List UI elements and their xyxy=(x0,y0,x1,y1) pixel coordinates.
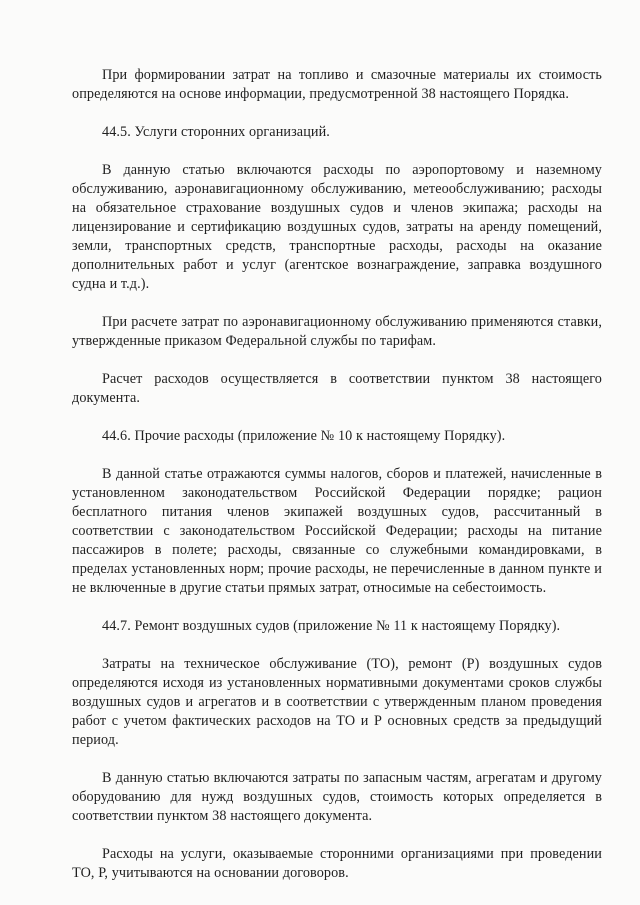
section-heading-44-5: 44.5. Услуги сторонних организаций. xyxy=(102,124,330,140)
paragraph-contracted-services: Расходы на услуги, оказываемые сторонними организациями при проведении ТО, Р, учитываются на основании договоров. xyxy=(72,846,602,881)
section-heading-44-7: 44.7. Ремонт воздушных судов (приложение № 11 к настоящему Порядку). xyxy=(102,618,561,634)
paragraph-air-navigation-rates: При расчете затрат по аэронавигационному обслуживанию применяются ставки, утвержденные приказом Федеральной службы по тарифам. xyxy=(72,314,602,349)
paragraph-third-party-services: В данную статью включаются расходы по аэропортовому и наземному обслуживанию, аэронавигационному обслуживанию, метеообслуживанию; расходы на обязательное страхование воздушных судов и членов экипажа; расходы на лицензирование и сертификацию воздушных судов, затраты на аренду помещений, земли, транспортных средств, транспортные расходы, расходы на оказание дополнительных работ и услуг (агентское вознаграждение, заправка воздушного судна и т.д.). xyxy=(72,162,602,292)
section-heading-44-6: 44.6. Прочие расходы (приложение № 10 к настоящему Порядку). xyxy=(102,428,506,444)
paragraph-other-expenses: В данной статье отражаются суммы налогов, сборов и платежей, начисленные в установленном законодательством Российской Федерации порядке; рацион бесплатного питания членов экипажей воздушных судов, рассчитанный в соответствии с законодательством Российской Федерации; расходы на питание пассажиров в полете; расходы, связанные со служебными командировками, в пределах установленных норм; прочие расходы, не перечисленные в данном пункте и не включенные в другие статьи прямых затрат, относимые на себестоимость. xyxy=(72,466,602,596)
paragraph-calculation-reference: Расчет расходов осуществляется в соответствии пунктом 38 настоящего документа. xyxy=(72,371,602,406)
paragraph-maintenance-costs: Затраты на техническое обслуживание (ТО), ремонт (Р) воздушных судов определяются исходя из установленных нормативными документами сроков службы воздушных судов и агрегатов и в соответствии с утвержденным планом проведения работ с учетом фактических расходов на ТО и Р основных средств за предыдущий период. xyxy=(72,656,602,748)
paragraph-fuel-costs: При формировании затрат на топливо и смазочные материалы их стоимость определяются на основе информации, предусмотренной 38 настоящего Порядка. xyxy=(72,67,602,102)
paragraph-spare-parts: В данную статью включаются затраты по запасным частям, агрегатам и другому оборудованию для нужд воздушных судов, стоимость которых определяется в соответствии пунктом 38 настоящего документа. xyxy=(72,770,602,824)
